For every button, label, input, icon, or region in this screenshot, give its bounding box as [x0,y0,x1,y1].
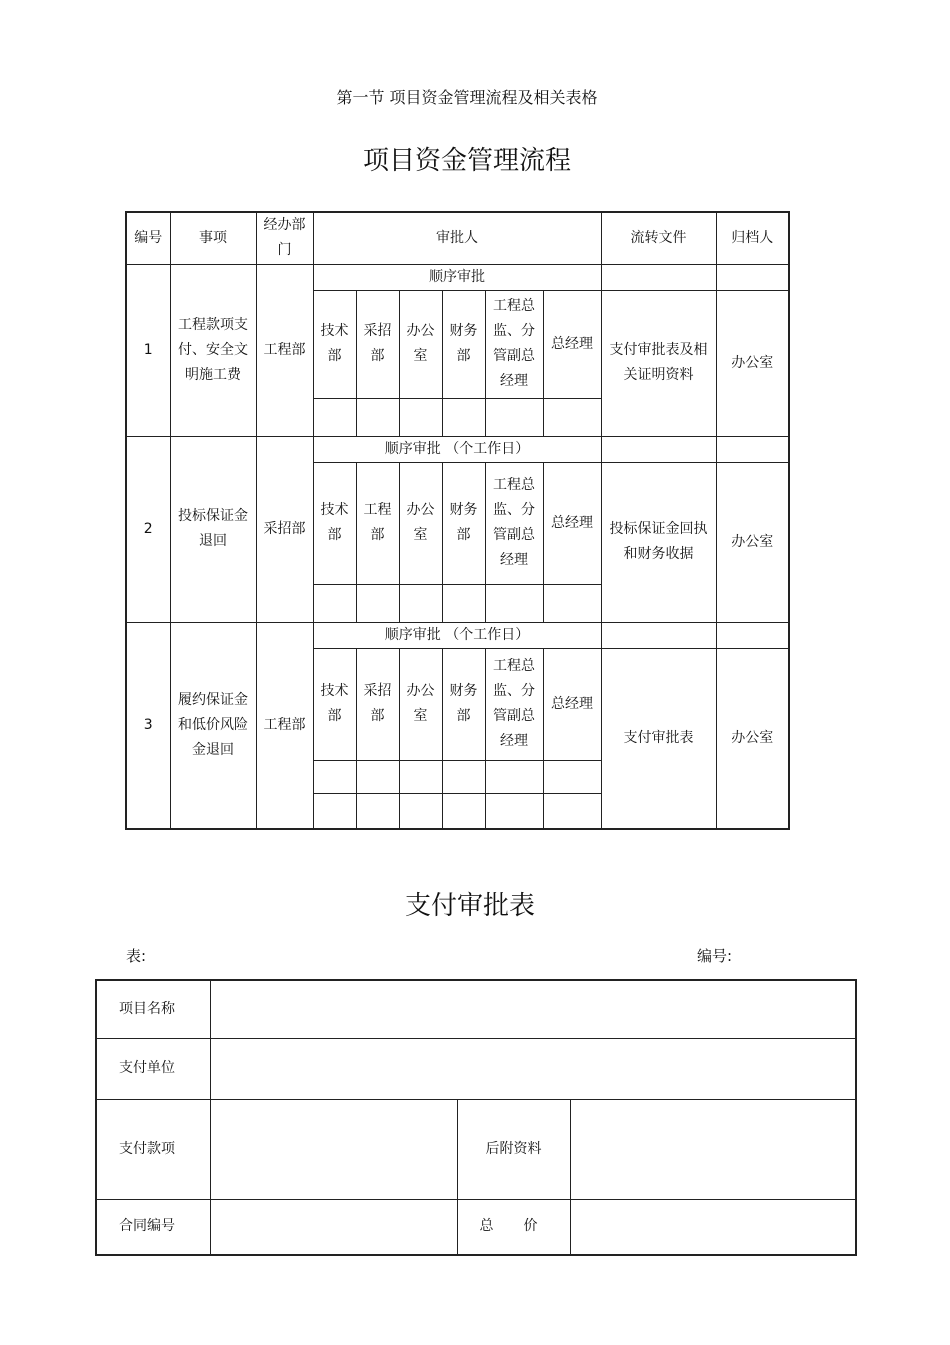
step-cell: 技术部 [313,462,356,584]
contract-no-field[interactable] [210,1199,457,1255]
row-docs-blank [601,264,716,290]
header-item: 事项 [170,212,256,264]
table-row [126,264,789,290]
row-archiver-blank [716,622,789,648]
row-docs: 支付审批表及相关证明资料 [601,290,716,436]
step-cell: 办公室 [399,290,442,398]
step-cell: 工程总监、分管副总经理 [485,462,543,584]
step-cell: 财务部 [442,462,485,584]
sign-cell [543,793,601,829]
sign-cell [399,584,442,622]
form-number-label: 编号: [697,947,733,965]
row-docs-blank [601,622,716,648]
sign-cell [543,760,601,793]
row-archiver-blank [716,436,789,462]
total-price-char-1: 总 [479,1218,494,1235]
step-cell: 采招部 [356,290,399,398]
table-row [96,1099,856,1199]
step-cell: 总经理 [543,648,601,760]
sign-cell [442,398,485,436]
payment-item-label: 支付款项 [96,1099,210,1199]
table-row [126,436,789,462]
step-cell: 办公室 [399,648,442,760]
step-cell: 技术部 [313,648,356,760]
header-approvers: 审批人 [313,212,601,264]
total-price-char-2: 价 [523,1218,538,1235]
payee-field[interactable] [210,1038,856,1099]
sign-cell [485,793,543,829]
step-cell: 工程部 [356,462,399,584]
sign-cell [485,760,543,793]
total-price-label [457,1199,570,1255]
table-row [96,1199,856,1255]
step-cell: 工程总监、分管副总经理 [485,290,543,398]
contract-no-label: 合同编号 [96,1199,210,1255]
step-cell: 工程总监、分管副总经理 [485,648,543,760]
sign-cell [399,760,442,793]
table-row [96,980,856,1038]
row-archiver-blank [716,264,789,290]
row-dept: 工程部 [256,622,313,829]
attachments-label: 后附资料 [457,1099,570,1199]
section-title: 第一节 项目资金管理流程及相关表格 [336,88,598,107]
sign-cell [442,584,485,622]
sign-cell [442,793,485,829]
table-row [126,622,789,648]
payment-form-title: 支付审批表 [404,891,535,921]
sign-cell [313,584,356,622]
header-archiver: 归档人 [716,212,789,264]
header-no: 编号 [126,212,170,264]
step-cell: 技术部 [313,290,356,398]
approval-flow-table [125,211,790,830]
project-name-field[interactable] [210,980,856,1038]
row-no: 3 [126,622,170,829]
sign-cell [485,398,543,436]
sign-cell [356,793,399,829]
sign-cell [399,793,442,829]
header-docs: 流转文件 [601,212,716,264]
row-no: 1 [126,264,170,436]
step-cell: 财务部 [442,648,485,760]
step-cell: 总经理 [543,462,601,584]
sign-cell [313,760,356,793]
step-cell: 财务部 [442,290,485,398]
step-cell: 总经理 [543,290,601,398]
row-item: 履约保证金和低价风险金退回 [170,622,256,829]
row-archiver: 办公室 [716,290,789,436]
attachments-field[interactable] [570,1099,856,1199]
row-item: 投标保证金退回 [170,436,256,622]
step-cell: 采招部 [356,648,399,760]
sign-cell [543,398,601,436]
payment-item-field[interactable] [210,1099,457,1199]
sign-cell [356,584,399,622]
row-dept: 采招部 [256,436,313,622]
sign-cell [313,793,356,829]
flow-title: 项目资金管理流程 [362,146,571,176]
total-price-field[interactable] [570,1199,856,1255]
row-archiver: 办公室 [716,462,789,622]
row-docs-blank [601,436,716,462]
sign-cell [399,398,442,436]
row-docs: 支付审批表 [601,648,716,829]
row-item: 工程款项支付、安全文明施工费 [170,264,256,436]
sign-cell [543,584,601,622]
table-row [96,1038,856,1099]
row-archiver: 办公室 [716,648,789,829]
form-table-label: 表: [126,947,147,965]
sign-cell [313,398,356,436]
header-dept: 经办部门 [256,212,313,264]
sign-cell [485,584,543,622]
payment-approval-table [95,979,857,1256]
step-cell: 办公室 [399,462,442,584]
row-docs: 投标保证金回执和财务收据 [601,462,716,622]
project-name-label: 项目名称 [96,980,210,1038]
row-seq: 顺序审批 （个工作日） [313,622,601,648]
sign-cell [356,760,399,793]
payee-label: 支付单位 [96,1038,210,1099]
row-no: 2 [126,436,170,622]
row-dept: 工程部 [256,264,313,436]
row-seq: 顺序审批 [313,264,601,290]
row-seq: 顺序审批 （个工作日） [313,436,601,462]
flow-header-row [126,212,789,264]
sign-cell [442,760,485,793]
sign-cell [356,398,399,436]
